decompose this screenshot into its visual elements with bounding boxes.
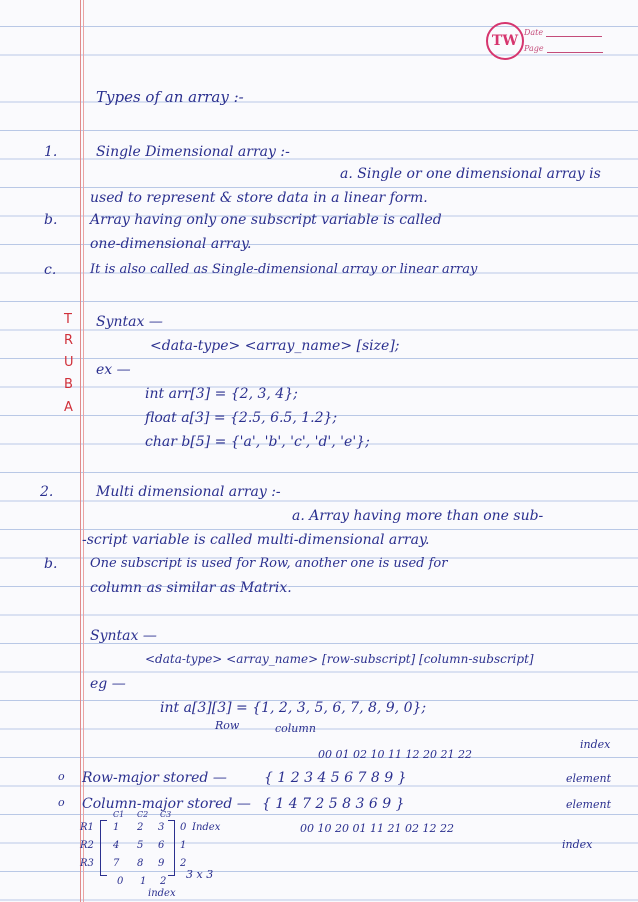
example-1-label: ex —	[96, 362, 131, 378]
example-1-float: float a[3] = {2.5, 6.5, 1.2};	[145, 410, 338, 426]
matrix-cell: 3	[158, 822, 165, 833]
example-2-label: eg —	[90, 676, 126, 692]
column-major-indices: 00 10 20 01 11 21 02 12 22	[300, 822, 454, 835]
column-major-values: { 1 4 7 2 5 8 3 6 9 }	[262, 796, 405, 812]
margin-letter-a: A	[64, 400, 73, 415]
date-field: Date	[524, 28, 602, 37]
matrix-row-head: R2	[80, 840, 94, 851]
syntax-2-label: Syntax —	[90, 628, 157, 644]
matrix-cell: 1	[113, 822, 120, 833]
margin-letter-b: B	[64, 377, 73, 392]
multi-point-a-line2: -script variable is called multi-dimensional array.	[82, 532, 430, 548]
point-c-line: It is also called as Single-dimensional array or linear array	[90, 262, 478, 277]
matrix-col-head: C3	[160, 810, 172, 819]
matrix-col-head: C1	[113, 810, 125, 819]
multi-point-b-line1: One subscript is used for Row, another one is used for	[90, 556, 448, 571]
point-b-line1: Array having only one subscript variable is called	[90, 212, 442, 228]
matrix-cell: 6	[158, 840, 165, 851]
syntax-1-line: <data-type> <array_name> [size];	[150, 338, 400, 354]
matrix-bottom-index: 0	[117, 876, 124, 887]
row-major-element-label: element	[566, 772, 611, 785]
multi-point-a-line1: a. Array having more than one sub-	[292, 508, 544, 524]
section-1-heading: Single Dimensional array :-	[96, 144, 290, 160]
syntax-1-label: Syntax —	[96, 314, 163, 330]
section-1-number: 1.	[44, 144, 58, 160]
section-2-number: 2.	[40, 484, 54, 500]
margin-letter-t: T	[64, 312, 72, 327]
example-1-int: int arr[3] = {2, 3, 4};	[145, 386, 298, 402]
row-major-values: { 1 2 3 4 5 6 7 8 9 }	[264, 770, 407, 786]
multi-point-b-line2: column as similar as Matrix.	[90, 580, 292, 596]
margin-line-inner	[83, 0, 84, 902]
matrix-row-head: R3	[80, 858, 94, 869]
brand-logo: TW	[486, 22, 524, 60]
example-2-code: int a[3][3] = {1, 2, 3, 5, 6, 7, 8, 9, 0};	[160, 700, 427, 716]
row-major-indices: 00 01 02 10 11 12 20 21 22	[318, 748, 472, 761]
row-major-label: Row-major stored —	[82, 770, 227, 786]
page-title: Types of an array :-	[96, 88, 244, 106]
margin-letter-r: R	[64, 333, 74, 348]
example-1-char: char b[5] = {'a', 'b', 'c', 'd', 'e'};	[145, 434, 370, 450]
row-major-index-label: index	[580, 738, 611, 751]
matrix-cell: 4	[113, 840, 120, 851]
matrix-right-bracket	[168, 820, 175, 876]
row-annotation: Row	[215, 719, 240, 732]
column-major-bullet: o	[58, 796, 65, 809]
column-major-index-label: index	[562, 838, 593, 851]
matrix-bottom-index: 2	[160, 876, 167, 887]
matrix-cell: 9	[158, 858, 165, 869]
matrix-cell: 7	[113, 858, 120, 869]
matrix-col-head: C2	[137, 810, 149, 819]
point-a-line2: used to represent & store data in a linear form.	[90, 190, 428, 206]
page-field: Page	[524, 44, 603, 53]
column-major-element-label: element	[566, 798, 611, 811]
matrix-right-index-label: Index	[192, 822, 221, 833]
column-major-label: Column-major stored —	[82, 796, 251, 812]
point-b-label: b.	[44, 212, 58, 228]
matrix-left-bracket	[100, 820, 107, 876]
matrix-row-head: R1	[80, 822, 94, 833]
row-major-bullet: o	[58, 770, 65, 783]
point-b-line2: one-dimensional array.	[90, 236, 252, 252]
column-annotation: column	[275, 722, 316, 735]
matrix-right-index: 0	[180, 822, 187, 833]
point-c-label: c.	[44, 262, 57, 278]
matrix-right-index: 2	[180, 858, 187, 869]
margin-letter-u: U	[64, 355, 74, 370]
matrix-cell: 2	[137, 822, 144, 833]
matrix-cell: 8	[137, 858, 144, 869]
section-2-heading: Multi dimensional array :-	[96, 484, 281, 500]
margin-line	[80, 0, 81, 902]
matrix-bottom-index-label: index	[148, 888, 176, 899]
matrix-bottom-index: 1	[140, 876, 147, 887]
point-a-label: a. Single or one dimensional array is	[340, 166, 601, 182]
matrix-size: 3 x 3	[186, 868, 214, 881]
syntax-2-line: <data-type> <array_name> [row-subscript] [column-subscript]	[145, 652, 534, 666]
multi-point-b-label: b.	[44, 556, 58, 572]
matrix-cell: 5	[137, 840, 144, 851]
matrix-right-index: 1	[180, 840, 187, 851]
